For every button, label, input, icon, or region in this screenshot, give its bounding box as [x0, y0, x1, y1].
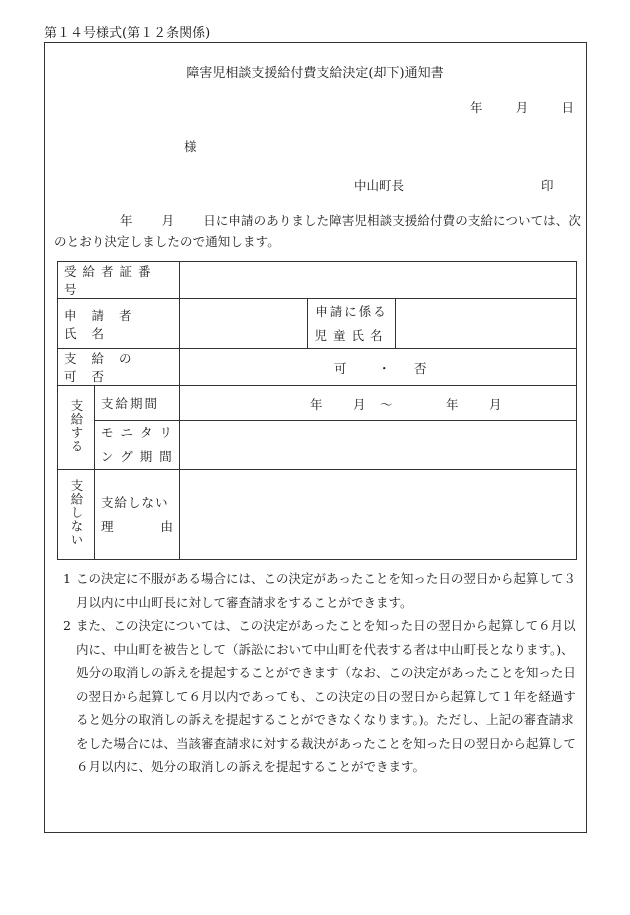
approve-option[interactable]: 可	[334, 361, 347, 376]
period-end-month: 月	[489, 397, 502, 412]
note-text: この決定に不服がある場合には、この決定があったことを知った日の翌日から起算して３月以内に中山町長に対して審査請求をすることができます。	[76, 571, 576, 610]
period-end-year: 年	[446, 397, 459, 412]
intro-paragraph	[54, 210, 582, 252]
row-period	[58, 386, 577, 421]
grant-group-label	[58, 386, 95, 470]
approval-text: 支給の可否	[64, 351, 147, 384]
recipient-number-label	[58, 262, 180, 299]
reason-value[interactable]	[180, 470, 577, 560]
note-number: 2	[63, 618, 71, 633]
row-no-grant	[58, 470, 577, 560]
monitoring-value[interactable]	[180, 421, 577, 470]
approval-label	[58, 349, 180, 386]
row-approval	[58, 349, 577, 386]
period-text: 支給期間	[101, 396, 160, 411]
decision-table	[57, 261, 577, 560]
applicant-name-text: 申請者氏名	[64, 307, 147, 341]
applicant-name-label	[58, 299, 180, 349]
monitoring-line1: モニタリ	[101, 425, 180, 440]
date-month: 月	[515, 100, 529, 115]
intro-body: 日に申請のありました障害児相談支援給付費の支給については、次のとおり決定しましたので通知します。	[54, 213, 581, 249]
reason-char-2: 由	[160, 518, 174, 534]
seal-mark: 印	[541, 178, 554, 193]
label-spread	[58, 262, 179, 298]
recipient-number-value[interactable]	[180, 262, 577, 299]
recipient-number-text: 受給者証番号	[64, 264, 157, 297]
period-tilde: 〜	[380, 397, 393, 412]
form-number-label: 第１４号様式(第１２条関係)	[44, 26, 211, 41]
intro-year: 年	[120, 213, 133, 228]
child-name-label	[308, 299, 396, 349]
row-applicant	[58, 299, 577, 349]
document-title: 障害児相談支援給付費支給決定(却下)通知書	[186, 66, 444, 81]
date-day: 日	[561, 100, 574, 115]
row-recipient-number	[58, 262, 577, 299]
notes-section	[58, 567, 586, 779]
period-start-year: 年	[310, 397, 323, 412]
child-label-line2: 児童氏名	[314, 327, 389, 343]
addressee-suffix: 様	[184, 139, 197, 154]
note-item	[58, 614, 586, 779]
note-number: 1	[63, 571, 71, 586]
approval-value[interactable]	[180, 349, 577, 386]
row-monitoring	[58, 421, 577, 470]
period-value[interactable]	[180, 386, 577, 421]
reason-label	[95, 470, 180, 560]
nogrant-group-label	[58, 470, 95, 560]
intro-month: 月	[161, 213, 175, 228]
option-separator: ・	[378, 361, 391, 376]
note-item	[58, 567, 586, 614]
period-label	[95, 386, 180, 421]
applicant-name-value[interactable]	[180, 299, 308, 349]
grant-group-text: 支給する	[69, 399, 84, 453]
issue-date	[470, 98, 574, 116]
reason-line1: 支給しない	[101, 494, 169, 510]
period-start-month: 月	[353, 397, 366, 412]
child-name-value[interactable]	[396, 299, 577, 349]
date-year: 年	[470, 100, 483, 115]
monitoring-label	[95, 421, 180, 470]
issuer-name: 中山町長	[354, 178, 405, 193]
nogrant-group-text: 支給しない	[69, 479, 84, 547]
reason-char-1: 理	[101, 518, 114, 534]
deny-option[interactable]: 否	[414, 361, 427, 376]
child-label-line1: 申請に係る	[315, 303, 388, 319]
reason-line2	[95, 515, 179, 539]
monitoring-line2: ング期間	[101, 449, 179, 464]
note-text: また、この決定については、この決定があったことを知った日の翌日から起算して６月以内に、中山町を被告として（訴訟において中山町を代表する者は中山町長となります。)、処分の取消しの訴えを提起することができます（なお、この決定があったことを知った日の翌日から起算して６月以内であっても、この決定の日の翌日から起算して１年を経過すると処分の取消しの訴えを提起することができなくなります。)。ただし、上記の審査請求をした場合には、当該審査請求に対する裁決があったことを知った日の翌日から起算して６月以内に、処分の取消しの訴えを提起することができます。	[76, 618, 576, 774]
